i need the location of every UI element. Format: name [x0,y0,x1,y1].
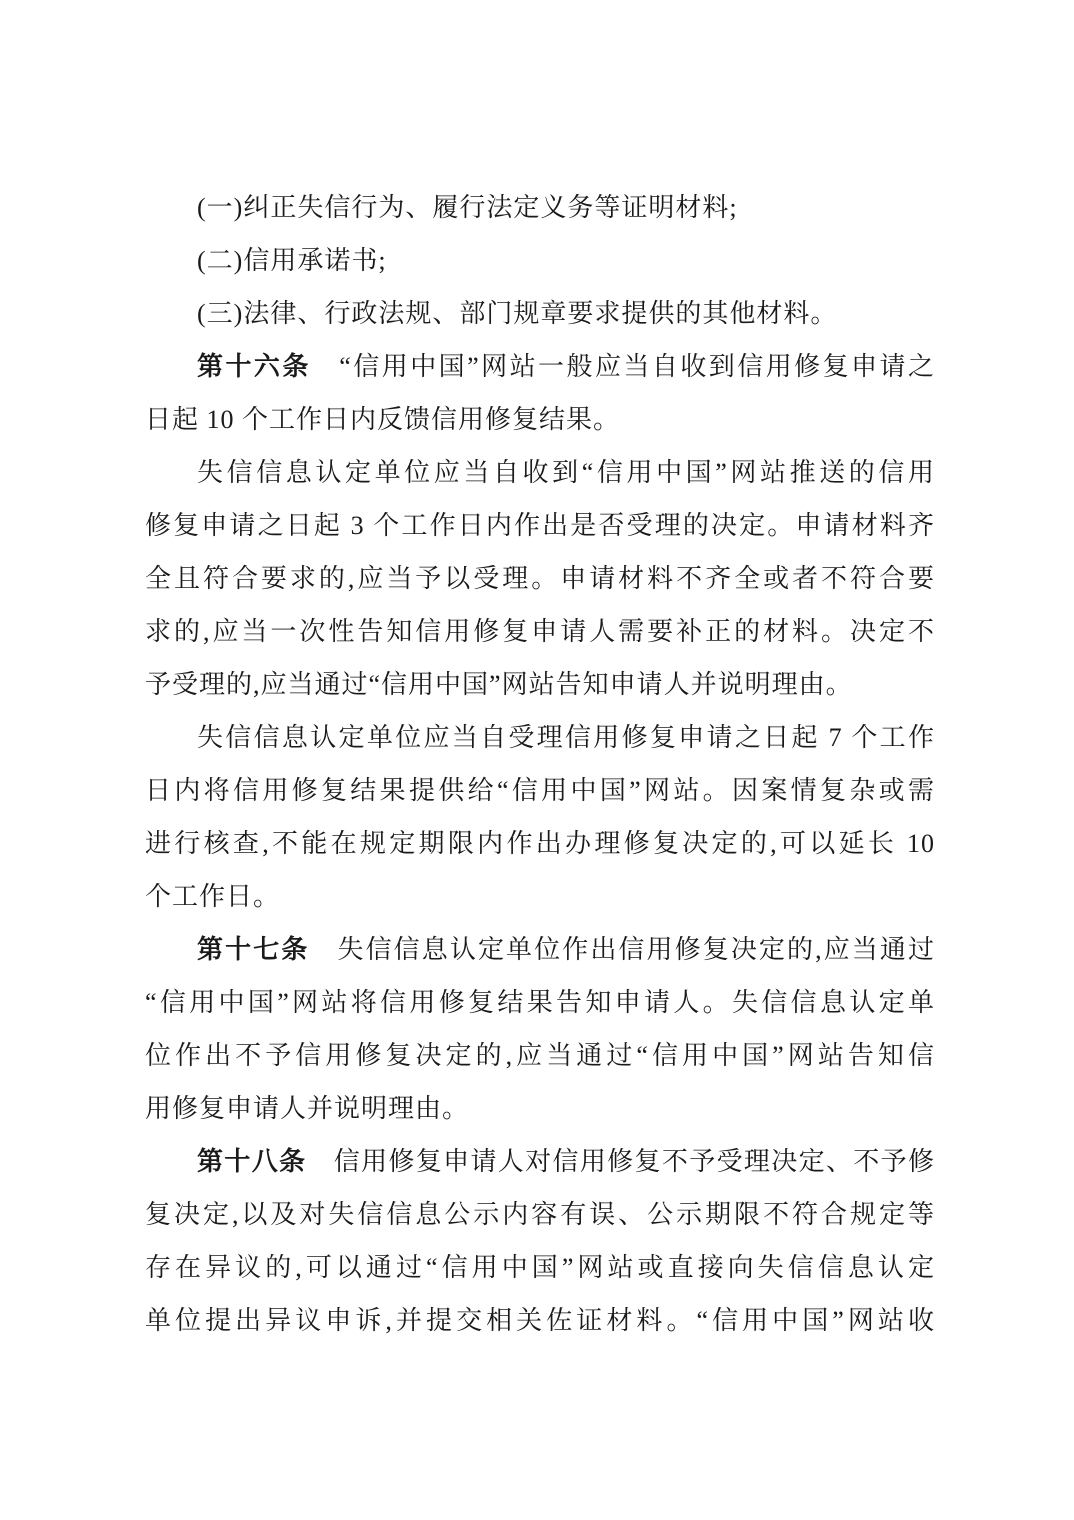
document-text-block [145,181,935,1347]
text-line: (一)纠正失信行为、履行法定义务等证明材料; [197,193,738,222]
text-line: 位作出不予信用修复决定的,应当通过“信用中国”网站告知信 [145,1041,935,1070]
text-line: 用修复申请人并说明理由。 [145,1094,470,1123]
text-line: 日内将信用修复结果提供给“信用中国”网站。因案情复杂或需 [145,776,935,805]
text-line: 进行核查,不能在规定期限内作出办理修复决定的,可以延长 10 [145,829,935,858]
text-line: 失信信息认定单位应当自受理信用修复申请之日起 7 个工作 [197,723,935,752]
text-line: (三)法律、行政法规、部门规章要求提供的其他材料。 [197,299,838,328]
text-line: 个工作日。 [145,882,281,911]
line-text: “信用中国”网站一般应当自收到信用修复申请之 [310,352,935,381]
text-line [145,340,935,393]
text-line: 求的,应当一次性告知信用修复申请人需要补正的材料。决定不 [145,617,935,646]
line-text: 信用修复申请人对信用修复不予受理决定、不予修 [306,1147,935,1176]
text-line: 单位提出异议申诉,并提交相关佐证材料。“信用中国”网站收 [145,1306,935,1335]
text-line: “信用中国”网站将信用修复结果告知申请人。失信信息认定单 [145,988,935,1017]
text-line [145,1135,935,1188]
article-number: 第十八条 [197,1146,307,1176]
text-line: 存在异议的,可以通过“信用中国”网站或直接向失信信息认定 [145,1253,935,1282]
article-number: 第十七条 [197,934,310,964]
line-text: 失信信息认定单位作出信用修复决定的,应当通过 [309,935,935,964]
text-line: (二)信用承诺书; [197,246,387,275]
article-number: 第十六条 [197,351,311,381]
text-line: 修复申请之日起 3 个工作日内作出是否受理的决定。申请材料齐 [145,511,935,540]
text-line [145,923,935,976]
text-line: 失信信息认定单位应当自收到“信用中国”网站推送的信用 [197,458,935,487]
text-line: 予受理的,应当通过“信用中国”网站告知申请人并说明理由。 [145,670,853,699]
text-line: 复决定,以及对失信信息公示内容有误、公示期限不符合规定等 [145,1200,935,1229]
text-line: 全且符合要求的,应当予以受理。申请材料不齐全或者不符合要 [145,564,935,593]
text-line: 日起 10 个工作日内反馈信用修复结果。 [145,405,621,434]
